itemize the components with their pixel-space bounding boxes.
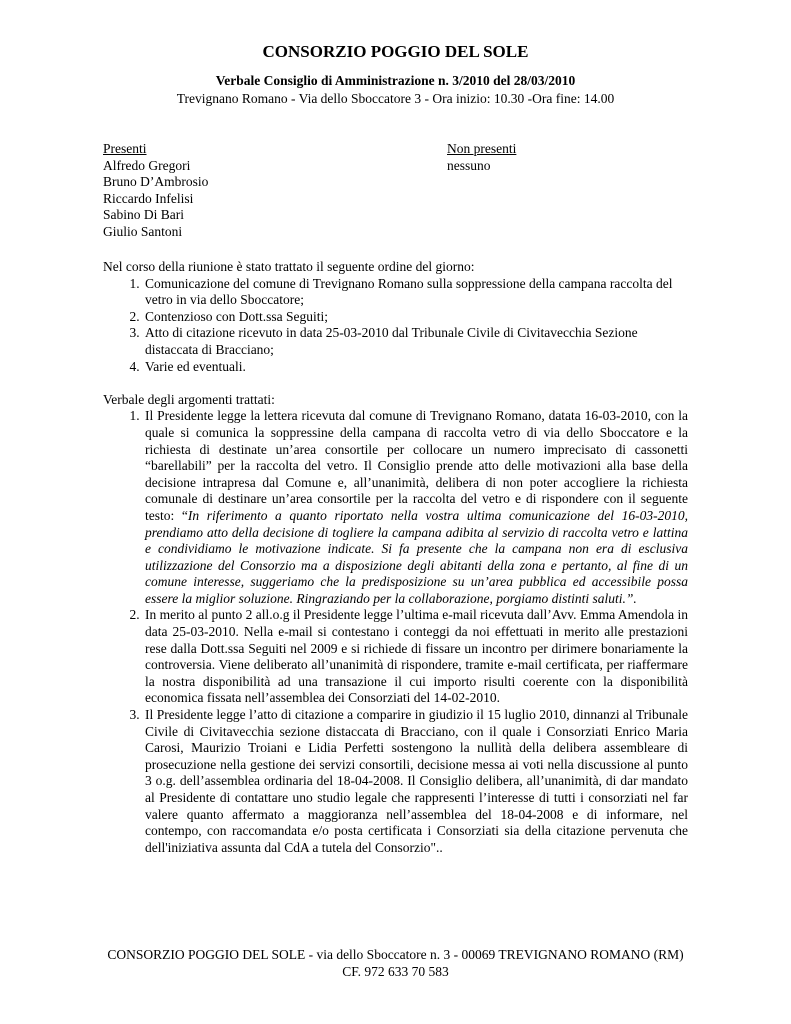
agenda-item: 1. Comunicazione del comune di Trevignano Romano sulla soppressione della campana raccolta del vetro in via dello Sboccatore;	[143, 276, 688, 309]
minutes-list	[103, 408, 688, 856]
footer-address: CONSORZIO POGGIO DEL SOLE - via dello Sboccatore n. 3 - 00069 TREVIGNANO ROMANO (RM)	[107, 947, 684, 962]
agenda-list	[103, 276, 688, 376]
absent-header: Non presenti	[447, 141, 517, 156]
meeting-subtitle: Verbale Consiglio di Amministrazione n. 3/2010 del 28/03/2010	[215, 73, 576, 88]
present-list	[103, 141, 208, 241]
present-member: Bruno D’Ambrosio	[103, 174, 209, 190]
minutes-item-3: 3. Il Presidente legge l’atto di citazione a comparire in giudizio il 15 luglio 2010, dinnanzi al Tribunale Civile di Civitavecchia sezione distaccata di Bracciano, con il quale i Consorziati Enrico Maria Carosi, Maurizio Troiani e Lidia Perfetti sostengono la nullità della delibera assembleare di prosecuzione nella gestione dei servizi consortili, decisione messa ai voti nella discussione al punto 3 o.g. dell’assemblea ordinaria del 18-04-2008. Il Consiglio delibera, all’unanimità, di dar mandato al Presidente di contattare uno studio legale che rappresenti l’interesse di tutti i consorziati nel far valere quanto affermato a maggioranza nell’assemblea del 18-04-2008 e di informare, nel contempo, con raccomandata e/o posta certificata i Consorziati sia della citazione pervenuta che dell'iniziativa assunta dal CdA a tutela del Consorzio"..	[143, 707, 688, 856]
document-body	[103, 259, 688, 856]
present-member: Sabino Di Bari	[103, 207, 184, 223]
meeting-location: Trevignano Romano - Via dello Sboccatore 3 - Ora inizio: 10.30 -Ora fine: 14.00	[176, 91, 615, 106]
agenda-item: 3. Atto di citazione ricevuto in data 25-03-2010 dal Tribunale Civile di Civitavecchia Sezione distaccata di Bracciano;	[143, 325, 688, 358]
absent-list	[447, 141, 516, 174]
page-footer	[0, 946, 791, 980]
minutes-item-1-quote: In riferimento a quanto riportato nella vostra ultima comunicazione del 16-03-2010, prendiamo atto della decisione di togliere la campana adibita al servizio di raccolta vetro e lattina e condividiamo le motivazione indicate. Si fa presente che la campana non era di esclusiva utilizzazione del Consorzio ma a disposizione degli abitanti della zona e pertanto, al fine di un comune interesse, suggeriamo che la predisposizione su un’area pubblica ed accessibile possa essere la miglior soluzione. Ringraziando per la collaborazione, porgiamo distinti saluti.”.	[145, 507, 688, 606]
present-member: Riccardo Infelisi	[103, 190, 194, 206]
minutes-item-1	[143, 408, 688, 607]
present-header: Presenti	[103, 141, 147, 156]
minutes-item-2: 2. In merito al punto 2 all.o.g il Presidente legge l’ultima e-mail ricevuta dall’Avv. Emma Amendola in data 25-03-2010. Nella e-mail si contestano i conteggi da noi effettuati in merito alle prestazioni rese dalla Dott.ssa Seguiti nel 2009 e si richiede di fissare un incontro per dirimere bonariamente la controversia. Viene deliberato all’unanimità di rispondere, tramite e-mail certificata, per riaffermare la nostra disponibilità ad una transazione il cui importo risulti coerente con la disponibilità economica fissata nell’assemblea dei Consorziati del 14-02-2010.	[143, 607, 688, 707]
agenda-item: 2. Contenzioso con Dott.ssa Seguiti;	[143, 309, 688, 326]
present-member: Giulio Santoni	[103, 223, 183, 239]
minutes-item-1-text: Il Presidente legge la lettera ricevuta dal comune di Trevignano Romano, datata 16-03-2010, con la quale si comunica la soppressine della campana di raccolta vetro di via dello Sboccatore e la richiesta di destinate un’area consortile per collocare un numero imprecisato di cassonetti “barellabili” per la raccolta del vetro. Il Consiglio prende atto delle motivazioni alla base della decisione intrapresa dal Comune e, all’unanimità, delibera di non poter accogliere la richiesta comunale di destinare un’area consortile per la raccolta del vetro e di rispondere con il seguente testo: “	[145, 408, 688, 523]
agenda-item: 4. Varie ed eventuali.	[143, 359, 688, 376]
present-member: Alfredo Gregori	[103, 157, 191, 173]
minutes-intro: Verbale degli argomenti trattati:	[103, 391, 275, 407]
absent-member: nessuno	[447, 157, 491, 173]
agenda-intro: Nel corso della riunione è stato trattato il seguente ordine del giorno:	[103, 259, 475, 274]
footer-cf: CF. 972 633 70 583	[342, 964, 449, 979]
document-title: CONSORZIO POGGIO DEL SOLE	[262, 42, 529, 61]
